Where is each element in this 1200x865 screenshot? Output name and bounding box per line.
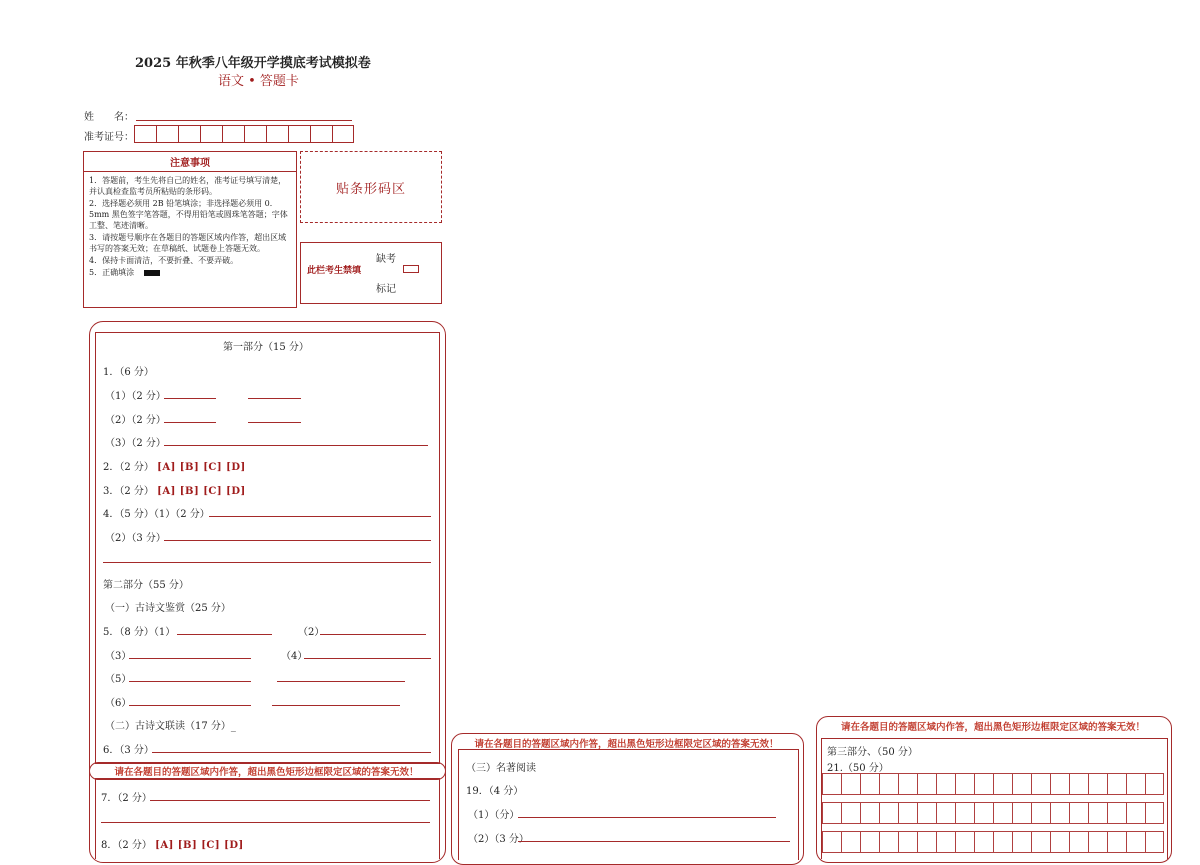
section3-title: 第三部分、（50 分） bbox=[827, 747, 918, 758]
id-number-boxes[interactable] bbox=[134, 125, 354, 143]
q2-label: 2．（2 分） [A] [B] [C] [D] bbox=[103, 462, 246, 473]
essay-grid-row-2[interactable] bbox=[822, 802, 1164, 824]
q5-4-blank[interactable] bbox=[304, 658, 431, 659]
q5-label: 5．（8 分）（1） bbox=[103, 627, 176, 638]
absent-label: 此栏考生禁填 bbox=[307, 266, 362, 276]
q7-label: 7．（2 分） bbox=[101, 793, 152, 804]
q5-4-label: （4） bbox=[281, 651, 308, 662]
q21-label: 21.（50 分） bbox=[827, 763, 889, 774]
q4-2-blank-b[interactable] bbox=[103, 562, 431, 563]
absent-mark-bottom: 标记 bbox=[376, 284, 396, 295]
q6-blank[interactable] bbox=[152, 752, 431, 753]
name-field[interactable] bbox=[136, 120, 352, 121]
q5-6-blank-a[interactable] bbox=[129, 705, 251, 706]
q1-1-blank-a[interactable] bbox=[164, 398, 216, 399]
notice-item-3: 3．请按题号顺序在各题目的答题区域内作答，超出区域书写的答案无效；在草稿纸、试题卷上答题无效。 bbox=[89, 233, 287, 253]
q5-6-blank-b[interactable] bbox=[272, 705, 400, 706]
name-label: 姓 名： bbox=[84, 112, 134, 123]
q5-5-label: （5） bbox=[105, 674, 132, 685]
q19-2-label: （2）（3 分） bbox=[468, 834, 529, 845]
q1-3-label: （3）（2 分） bbox=[105, 438, 166, 449]
filled-example bbox=[144, 270, 160, 276]
q1-label: 1．（6 分） bbox=[103, 367, 154, 378]
q1-2-label: （2）（2 分） bbox=[105, 415, 166, 426]
warning-text-middle: 请在各题目的答题区域内作答，超出黑色矩形边框限定区域的答案无效！ bbox=[474, 739, 779, 750]
q5-5-blank-a[interactable] bbox=[129, 681, 251, 682]
warning-text-right: 请在各题目的答题区域内作答，超出黑色矩形边框限定区域的答案无效！ bbox=[840, 722, 1145, 733]
q8-label: 8．（2 分） [A] [B] [C] [D] bbox=[101, 840, 244, 851]
absent-box bbox=[300, 242, 442, 304]
q3-label: 3．（2 分） [A] [B] [C] [D] bbox=[103, 486, 246, 497]
id-label: 准考证号： bbox=[84, 132, 134, 143]
exam-subtitle: 语文 • 答题卡 bbox=[218, 74, 299, 89]
middle-sub3: （三）名著阅读 bbox=[466, 763, 536, 774]
q5-2-label: （2） bbox=[298, 627, 325, 638]
section1-title: 第一部分（15 分） bbox=[223, 342, 309, 353]
notice-item-1: 1．答题前，考生先将自己的姓名，准考证号填写清楚，并认真检查监考员所粘贴的条形码。 bbox=[89, 176, 287, 196]
q19-1-label: （1）（分） bbox=[468, 810, 520, 821]
q1-2-blank-a[interactable] bbox=[164, 422, 216, 423]
q1-3-blank[interactable] bbox=[164, 445, 428, 446]
q5-3-blank[interactable] bbox=[129, 658, 251, 659]
q8-options[interactable]: [A] [B] [C] [D] bbox=[155, 840, 244, 851]
q1-2-blank-b[interactable] bbox=[248, 422, 301, 423]
q19-label: 19．（4 分） bbox=[466, 786, 524, 797]
notice-box bbox=[83, 151, 297, 308]
section2-title: 第二部分（55 分） bbox=[103, 580, 189, 591]
q1-1-blank-b[interactable] bbox=[248, 398, 301, 399]
section2-sub2: （二）古诗文联读（17 分）_ bbox=[105, 721, 236, 732]
essay-grid-row-3[interactable] bbox=[822, 831, 1164, 853]
notice-title: 注意事项 bbox=[84, 152, 296, 172]
exam-title: 2025 年秋季八年级开学摸底考试模拟卷 bbox=[135, 56, 371, 71]
q2-options[interactable]: [A] [B] [C] [D] bbox=[157, 462, 246, 473]
notice-item-4: 4．保持卡面清洁，不要折叠、不要弄破。 bbox=[89, 256, 239, 265]
q1-1-label: （1）（2 分） bbox=[105, 391, 166, 402]
q7-blank-b[interactable] bbox=[101, 822, 430, 823]
q3-options[interactable]: [A] [B] [C] [D] bbox=[157, 486, 246, 497]
q4-1-blank[interactable] bbox=[209, 516, 431, 517]
notice-item-5: 5．正确填涂 bbox=[89, 268, 135, 277]
q4-label: 4．（5 分）（1）（2 分） bbox=[103, 509, 210, 520]
absent-mark-top: 缺考 bbox=[376, 254, 396, 265]
barcode-label: 贴条形码区 bbox=[335, 181, 406, 197]
section2-sub1: （一）古诗文鉴赏（25 分） bbox=[105, 603, 231, 614]
q5-1-blank[interactable] bbox=[177, 634, 272, 635]
q5-5-blank-b[interactable] bbox=[277, 681, 405, 682]
q4-2-label: （2）（3 分） bbox=[105, 533, 166, 544]
q5-2-blank[interactable] bbox=[320, 634, 426, 635]
absent-checkbox[interactable] bbox=[403, 265, 419, 273]
notice-item-2: 2．选择题必须用 2B 铅笔填涂；非选择题必须用 0．5mm 黑色签字笔答题，不得用铅笔或圆珠笔答题；字体工整、笔迹清晰。 bbox=[89, 199, 288, 230]
q6-label: 6．（3 分） bbox=[103, 745, 154, 756]
q5-3-label: （3） bbox=[105, 651, 132, 662]
q7-blank-a[interactable] bbox=[150, 800, 430, 801]
q4-2-blank-a[interactable] bbox=[164, 540, 431, 541]
barcode-area bbox=[300, 151, 442, 223]
q5-6-label: （6） bbox=[105, 698, 132, 709]
warning-text-left: 请在各题目的答题区域内作答，超出黑色矩形边框限定区域的答案无效！ bbox=[114, 767, 419, 778]
q19-1-blank[interactable] bbox=[518, 817, 776, 818]
q19-2-blank[interactable] bbox=[518, 841, 790, 842]
essay-grid-row-1[interactable] bbox=[822, 773, 1164, 795]
